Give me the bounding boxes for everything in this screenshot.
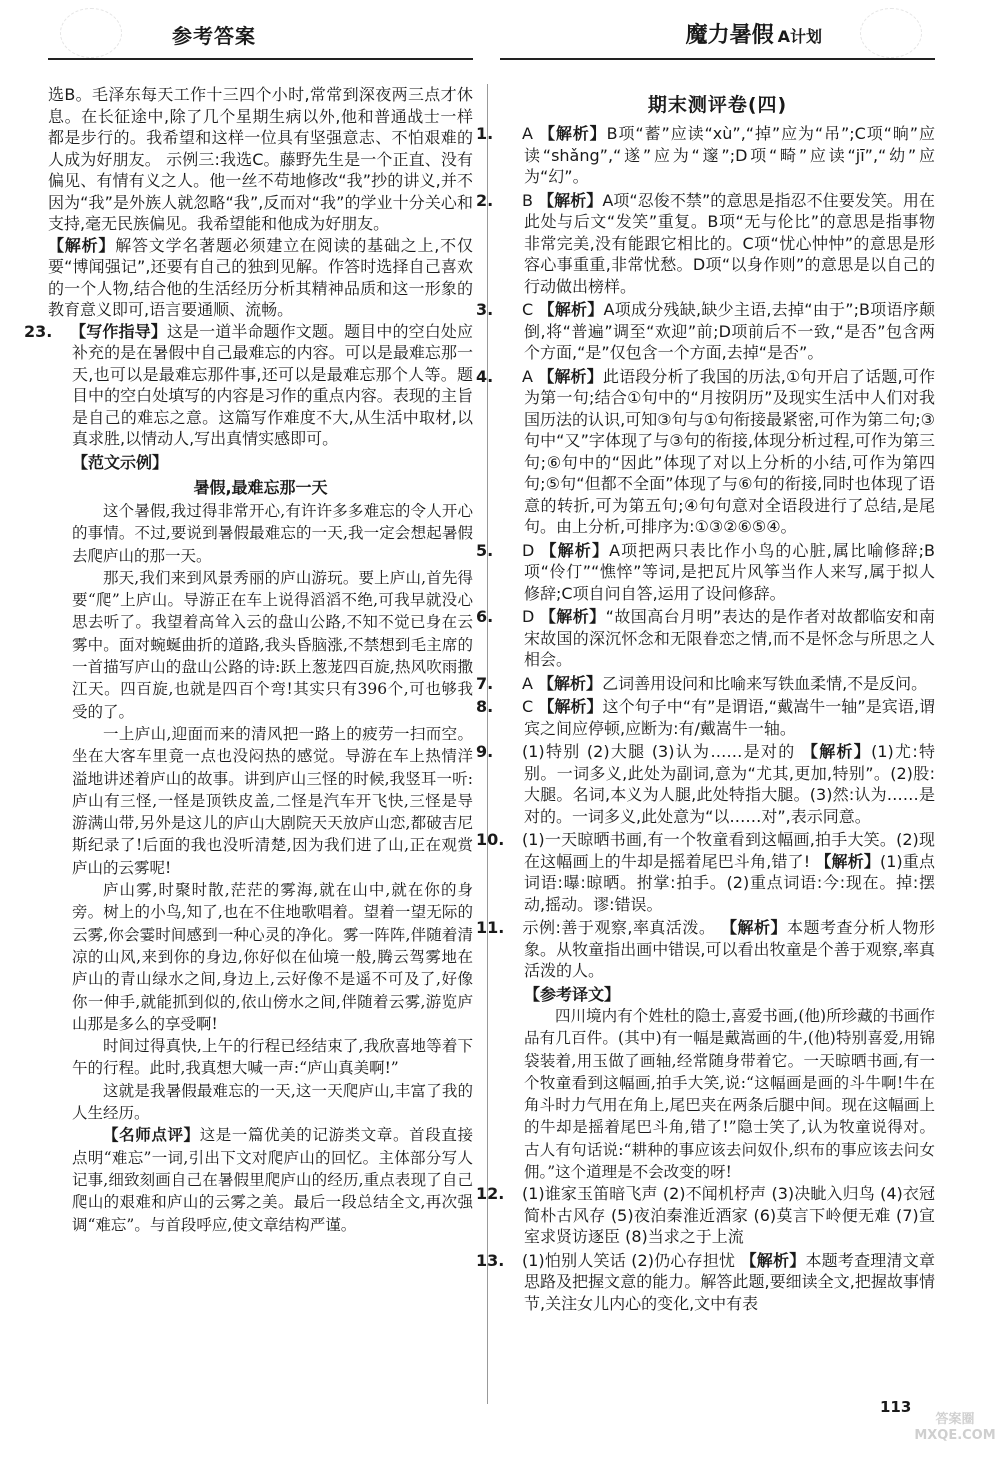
item-answer: D (522, 540, 535, 560)
writing-guide-tag: 【写作指导】 (70, 321, 167, 341)
item-number: 13. (476, 1250, 505, 1270)
essay-paragraph: 那天,我们来到风景秀丽的庐山游玩。要上庐山,首先得要“爬”上庐山。导游正在车上说得滔滔不绝,可我早就没心思去听了。我望着高耸入云的盘山公路,不知不觉已身在云雾中。面对蜿蜒曲折的道路,我头昏脑涨,不禁想到毛主席的一首描写庐山的盘山公路的诗:跃上葱茏四百旋,热风吹雨撒江天。四百旋,也就是四百个弯!其实只有396个,可也够我受的了。 (72, 568, 473, 721)
essay-paragraph: 这就是我暑假最难忘的一天,这一天爬庐山,丰富了我的人生经历。 (72, 1081, 473, 1123)
item-analysis: A项“忍俊不禁”的意思是指忍不住要发笑。用在此处与后文“发笑”重复。B项“无与伦比”的意思是指事物非常完美,没有能跟它相比的。C项“忧心忡忡”的意思是形容心事重重,非常忧愁。D项“以身作则”的意思是以自己的行动做出榜样。 (524, 190, 935, 296)
item-analysis: (1)重点词语:曝:晾晒。拊掌:拍手。(2)重点词语:今:现在。掉:摆动,摇动。谬:错误。 (524, 851, 935, 914)
item-number: 3. (476, 300, 494, 319)
item-analysis-tag: 【解析】 (538, 190, 603, 210)
analysis-tag: 【解析】 (48, 235, 116, 255)
right-column (476, 84, 936, 1316)
item-number: 11. (476, 918, 505, 937)
answer-12 (476, 1183, 935, 1248)
reference-translation-tag: 【参考译文】 (524, 984, 621, 1004)
item-answer: (1)特别 (2)大腿 (3)认为……是对的 (522, 742, 796, 761)
item-analysis-tag: 【解析】 (721, 918, 787, 937)
item-analysis: (1)尤:特别。一词多义,此处为副词,意为“尤其,更加,特别”。(2)股:大腿。名词,本义为人腿,此处特指大腿。(3)然:认为……是对的。一词多义,此处意为“以……对”,表示同意。 (524, 742, 936, 826)
item-answer: A (522, 366, 533, 386)
essay-title: 暑假,最难忘那一天 (193, 478, 328, 497)
left-column (24, 84, 473, 1236)
header-rule-left (48, 58, 473, 60)
answer-item (476, 673, 935, 695)
answer-22-continued: 选B。毛泽东每天工作十三四个小时,常常到深夜两三点才休息。在长征途中,除了几个星期生病以外,他和普通战士一样都是步行的。我希望和这样一位具有坚强意志、不怕艰难的人成为好朋友。 示例三:我选C。藤野先生是一个正直、没有偏见、有情有义之人。他一丝不苟地修改“我”抄的讲义,并不因为“我”是外族人就忽略“我”,反而对“我”的学业十分关心和支持,毫无民族偏见。我希望能和他成为好朋友。 (48, 85, 473, 233)
item-answer: A (522, 124, 533, 143)
header-left-title: 参考答案 (172, 24, 256, 48)
item-analysis: B项“蓄”应读“xù”,“掉”应为“吊”;C项“晌”应读“shǎng”,“遂”应为“邃”;D项“畸”应读“jī”,“幼”应为“幻”。 (524, 124, 935, 186)
sample-tag: 【范文示例】 (72, 452, 169, 472)
answer-22-analysis (48, 235, 473, 321)
analysis-text: 解答文学名著题必须建立在阅读的基础之上,不仅要“博闻强记”,还要有自己的独到见解。作答时选择自己喜欢的一个人物,结合他的生活经历分析其精神品质和这一形象的教育意义即可,语言要通顺、流畅。 (48, 235, 473, 319)
item-answer: (1)一天晾晒书画,有一个牧童看到这幅画,拍手大笑。(2)现在这幅画上的牛却是摇着尾巴斗角,错了! (522, 830, 935, 871)
answer-item (476, 606, 935, 671)
header-brand-sub: A计划 (777, 27, 822, 46)
item-analysis: “故国高台月明”表达的是作者对故都临安和南宋故国的深沉怀念和无限眷恋之情,而不是怀念与所思之人相会。 (524, 607, 935, 669)
item-answer: B (522, 190, 533, 210)
answer-item (476, 696, 935, 739)
item-analysis-tag: 【解析】 (538, 124, 607, 143)
header-right-title (686, 18, 822, 49)
comment-tag: 【名师点评】 (103, 1125, 200, 1145)
item-analysis-tag: 【解析】 (538, 300, 604, 319)
answer-item (476, 540, 935, 605)
item-number: 6. (476, 607, 494, 626)
essay-body (48, 500, 473, 1236)
answer-item (476, 829, 935, 915)
item-analysis: 这个句子中“有”是谓语,“戴嵩牛一轴”是宾语,谓宾之间应停顿,应断为:有/戴嵩牛一轴。 (524, 697, 935, 738)
item-number: 9. (476, 742, 494, 761)
comment-text: 这是一篇优美的记游类文章。首段直接点明“难忘”一词,引出下文对爬庐山的回忆。主体部分写人记事,细致刻画自己在暑假里爬庐山的经历,重点表现了自己爬山的艰难和庐山的云雾之美。最后一段总结全文,再次强调“难忘”。与首段呼应,使文章结构严谨。 (72, 1126, 473, 1234)
item-analysis: 本题考查理清文章思路及把握文意的能力。解答此题,要细读全文,把握故事情节,关注女儿内心的变化,文中有表 (524, 1250, 935, 1313)
item-number: 1. (476, 124, 494, 143)
item-analysis-tag: 【解析】 (540, 540, 610, 560)
item-analysis: 此语段分析了我国的历法,①句开启了话题,可作为第一句;结合①句中的“月按阴历”及现实生活中人们对我国历法的认识,可知③句与①句衔接最紧密,可作为第二句;③句中“又”字体现了与③句的衔接,体现分析过程,可作为第三句;⑥句中的“因此”体现了对以上分析的小结,可作为第四句;⑤句“但都不全面”体现了与⑥句的衔接,同时也体现了语意的转折,可为第五句;④句句意对全语段进行了总结,是尾句。由上分析,可排序为:①③②⑥⑤④。 (524, 366, 935, 536)
item-analysis-tag: 【解析】 (801, 742, 872, 761)
header-rule-right (500, 58, 935, 60)
item-answer: D (522, 607, 535, 626)
essay-paragraph: 一上庐山,迎面而来的清风把一路上的疲劳一扫而空。坐在大客车里竟一点也没闷热的感觉。导游在车上热情洋溢地讲述着庐山的故事。讲到庐山三怪的时候,我竖耳一听:庐山有三怪,一怪是顶铁皮盖,二怪是汽车开飞快,三怪是导游满山带,另外是这儿的庐山大剧院天天放庐山恋,都破吉尼斯纪录了!后面的我也没听清楚,因为我们进了山,正在观赏庐山的云雾呢! (72, 724, 473, 877)
page-number: 113 (880, 1398, 912, 1416)
essay-paragraph: 庐山雾,时聚时散,茫茫的雾海,就在山中,就在你的身旁。树上的小鸟,知了,也在不住地歌唱着。望着一望无际的云雾,你会霎时间感到一种心灵的净化。雾一阵阵,伴随着清凉的山风,来到你的身边,你好似在仙境一般,腾云驾雾地在庐山的青山绿水之间,身边上,云好像不是遥不可及了,好像你一伸手,就能抓到似的,依山傍水之间,伴随着云雾,游览庐山那是多么的享受啊! (72, 881, 473, 1033)
item-number: 7. (476, 673, 494, 693)
answer-item (476, 917, 935, 982)
answer-item (476, 123, 935, 188)
answer-item (476, 190, 935, 298)
teacher-comment (72, 1124, 473, 1235)
question-number: 23. (24, 321, 53, 341)
item-analysis-tag: 【解析】 (538, 673, 603, 693)
writing-guide-text: 这是一道半命题作文题。题目中的空白处应补充的是在暑假中自己最难忘的内容。可以是最难忘那一天,也可以是最难忘那件事,还可以是最难忘那个人等。题目中的空白处填写的内容是习作的重点内容。表现的主旨是自己的难忘之意。这篇写作难度不大,从生活中取材,以真求胜,以情动人,写出真情实感即可。 (72, 321, 473, 448)
item-answer: (1)怕别人笑话 (2)仍心存担忧 (522, 1250, 736, 1270)
answer-item (476, 299, 935, 364)
answer-13 (476, 1250, 935, 1315)
item-answer: A (522, 673, 533, 693)
item-analysis: A项把两只表比作小鸟的心脏,属比喻修辞;B项“伶仃”“憔悴”等词,是把瓦片风筝当作人来写,属于拟人修辞;C项自问自答,运用了设问修辞。 (524, 540, 935, 603)
item-analysis: 本题考查分析人物形象。从牧童指出画中错误,可以看出牧童是个善于观察,率真活泼的人。 (524, 918, 935, 980)
answer-23 (24, 321, 473, 450)
header-brand: 魔力暑假 (685, 23, 774, 48)
header-decoration-left (60, 8, 122, 58)
item-number: 4. (476, 366, 494, 386)
item-answer: C (522, 697, 534, 716)
header-decoration-right (860, 8, 922, 58)
item-answer: 示例:善于观察,率真活泼。 (522, 918, 716, 937)
item-analysis-tag: 【解析】 (740, 1250, 806, 1270)
item-answer: (1)谁家玉笛暗飞声 (2)不闻机杼声 (3)决眦入归鸟 (4)衣冠简朴古风存 (5)夜泊秦淮近酒家 (6)莫言下岭便无难 (7)宣室求贤访逐臣 (8)当求之于上流 (522, 1184, 935, 1247)
item-analysis-tag: 【解析】 (815, 851, 880, 871)
answer-item (476, 366, 935, 538)
item-analysis-tag: 【解析】 (538, 697, 603, 716)
item-number: 5. (476, 540, 494, 560)
item-answer: C (522, 300, 534, 319)
answer-item (476, 741, 936, 827)
page-header (0, 0, 1000, 84)
item-analysis: A项成分残缺,缺少主语,去掉“由于”;B项语序颠倒,将“普遍”调至“欢迎”前;D项前后不一致,“是否”包含两个方面,“是”仅包含一个方面,去掉“是否”。 (524, 300, 935, 362)
item-number: 12. (476, 1184, 505, 1204)
item-analysis-tag: 【解析】 (538, 366, 603, 386)
section-title: 期末测评卷(四) (647, 94, 788, 116)
item-analysis-tag: 【解析】 (539, 607, 606, 626)
essay-paragraph: 时间过得真快,上午的行程已经结束了,我欣喜地等着下午的行程。此时,我真想大喊一声:“庐山真美啊!” (72, 1037, 473, 1078)
item-number: 10. (476, 830, 505, 849)
reference-translation: 四川境内有个姓杜的隐士,喜爱书画,(他)所珍藏的书画作品有几百件。(其中)有一幅是戴嵩画的牛,(他)特别喜爱,用锦袋装着,用玉做了画轴,经常随身带着它。一天晾晒书画,有一个牧童看到这幅画,拍手大笑,说:“这幅画是画的斗牛啊!牛在角斗时力气用在角上,尾巴夹在两条后腿中间。现在这幅画上的牛却是摇着尾巴斗角,错了!”隐士笑了,认为牧童说得对。古人有句话说:“耕种的事应该去问奴仆,织布的事应该去问女佣。”这个道理是不会改变的呀! (524, 1007, 935, 1182)
sample-essay-tag (48, 452, 473, 474)
watermark-logo: 答案圈 MXQE.COM (914, 1412, 996, 1443)
item-number: 8. (476, 697, 494, 716)
essay-paragraph: 这个暑假,我过得非常开心,有许许多多难忘的令人开心的事情。不过,要说到暑假最难忘的一天,我一定会想起暑假去爬庐山的那一天。 (72, 502, 473, 565)
item-analysis: 乙词善用设问和比喻来写铁血柔情,不是反问。 (602, 673, 928, 693)
item-number: 2. (476, 190, 494, 210)
